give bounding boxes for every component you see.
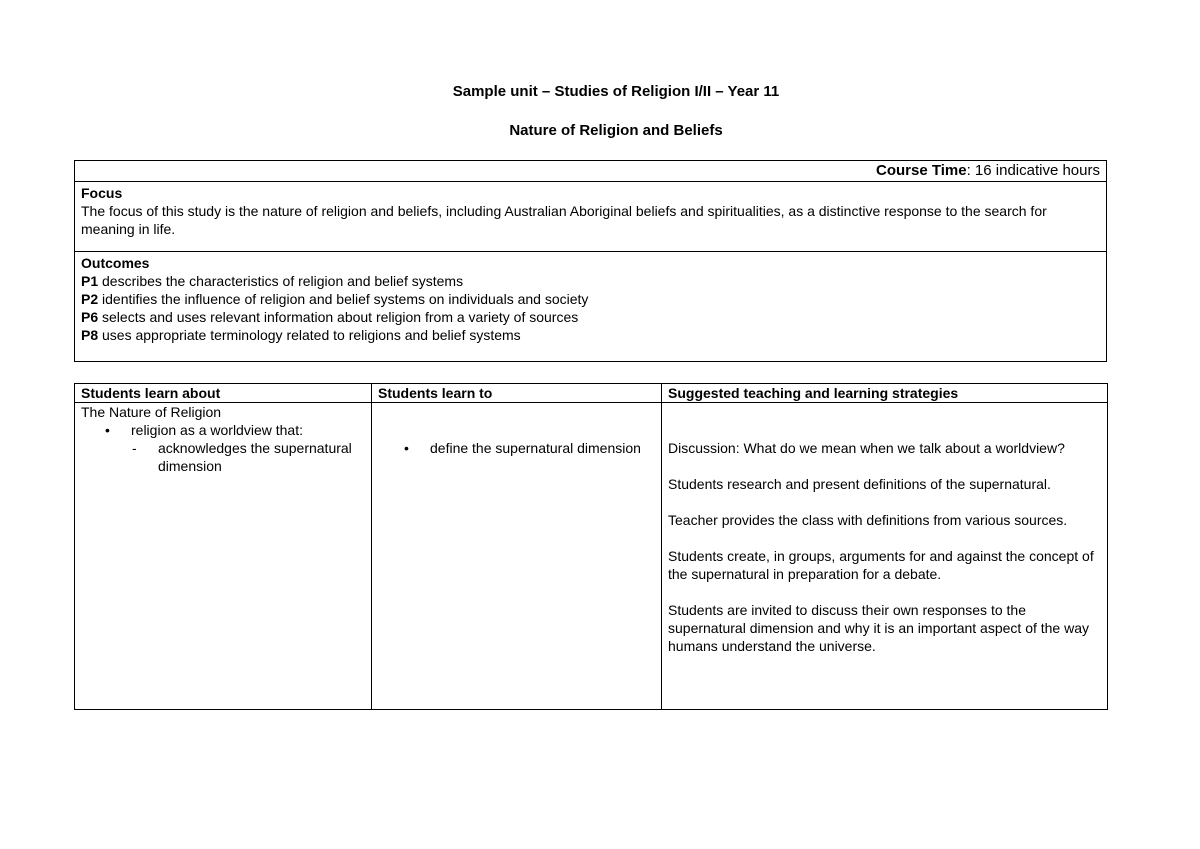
table-header-row xyxy=(75,384,1108,403)
outcomes-section xyxy=(75,252,1106,344)
bullet-icon: • xyxy=(105,422,110,438)
outcome-item xyxy=(81,326,1100,344)
table-row xyxy=(75,403,1108,710)
learn-about-heading: The Nature of Religion xyxy=(81,404,222,420)
header-learn-to: Students learn to xyxy=(372,384,662,403)
outcome-code: P2 xyxy=(81,291,99,307)
outcome-item xyxy=(81,272,1100,290)
document-subtitle: Nature of Religion and Beliefs xyxy=(509,122,723,139)
strategy-item: Students are invited to discuss their own responses to the supernatural dimension and why it is an important aspect of the way humans understand the universe. xyxy=(668,602,1090,654)
document-title: Sample unit – Studies of Religion I/II – Year 11 xyxy=(452,83,780,100)
strategies-cell xyxy=(662,403,1108,710)
dash-icon: - xyxy=(132,440,137,456)
learn-about-bullet-text: religion as a worldview that: xyxy=(131,422,303,438)
unit-info-box xyxy=(74,160,1107,362)
learn-about-cell xyxy=(75,403,372,710)
learn-about-sub-item xyxy=(81,439,365,475)
learn-to-bullet xyxy=(378,439,655,457)
course-time xyxy=(75,161,1106,182)
learn-about-bullet xyxy=(81,421,365,439)
strategy-item: Teacher provides the class with definitions from various sources. xyxy=(668,512,1068,528)
header-learn-about: Students learn about xyxy=(75,384,372,403)
learn-about-sub-text: acknowledges the supernatural dimension xyxy=(158,440,352,474)
outcome-text: describes the characteristics of religion and belief systems xyxy=(98,273,464,289)
outcome-item xyxy=(81,308,1100,326)
outcomes-heading: Outcomes xyxy=(81,255,150,271)
learn-to-cell xyxy=(372,403,662,710)
learn-to-bullet-text: define the supernatural dimension xyxy=(430,440,641,456)
course-time-label: Course Time xyxy=(875,162,967,179)
learning-table xyxy=(74,383,1108,710)
course-time-value: : 16 indicative hours xyxy=(966,162,1100,179)
header-strategies: Suggested teaching and learning strategies xyxy=(662,384,1108,403)
focus-text: The focus of this study is the nature of religion and beliefs, including Australian Aboriginal beliefs and spiritualities, as a distinctive response to the search for meaning in life. xyxy=(81,203,1047,237)
outcome-text: identifies the influence of religion and belief systems on individuals and society xyxy=(98,291,589,307)
focus-section xyxy=(75,182,1106,252)
outcome-code: P1 xyxy=(81,273,99,289)
outcome-text: uses appropriate terminology related to religions and belief systems xyxy=(98,327,521,343)
strategy-item: Discussion: What do we mean when we talk about a worldview? xyxy=(668,440,1065,456)
strategy-item: Students research and present definitions of the supernatural. xyxy=(668,476,1051,492)
focus-heading: Focus xyxy=(81,185,123,201)
outcome-text: selects and uses relevant information about religion from a variety of sources xyxy=(98,309,579,325)
outcome-code: P8 xyxy=(81,327,99,343)
strategy-item: Students create, in groups, arguments for and against the concept of the supernatural in preparation for a debate. xyxy=(668,548,1094,582)
outcome-code: P6 xyxy=(81,309,99,325)
outcome-item xyxy=(81,290,1100,308)
bullet-icon: • xyxy=(404,440,409,456)
